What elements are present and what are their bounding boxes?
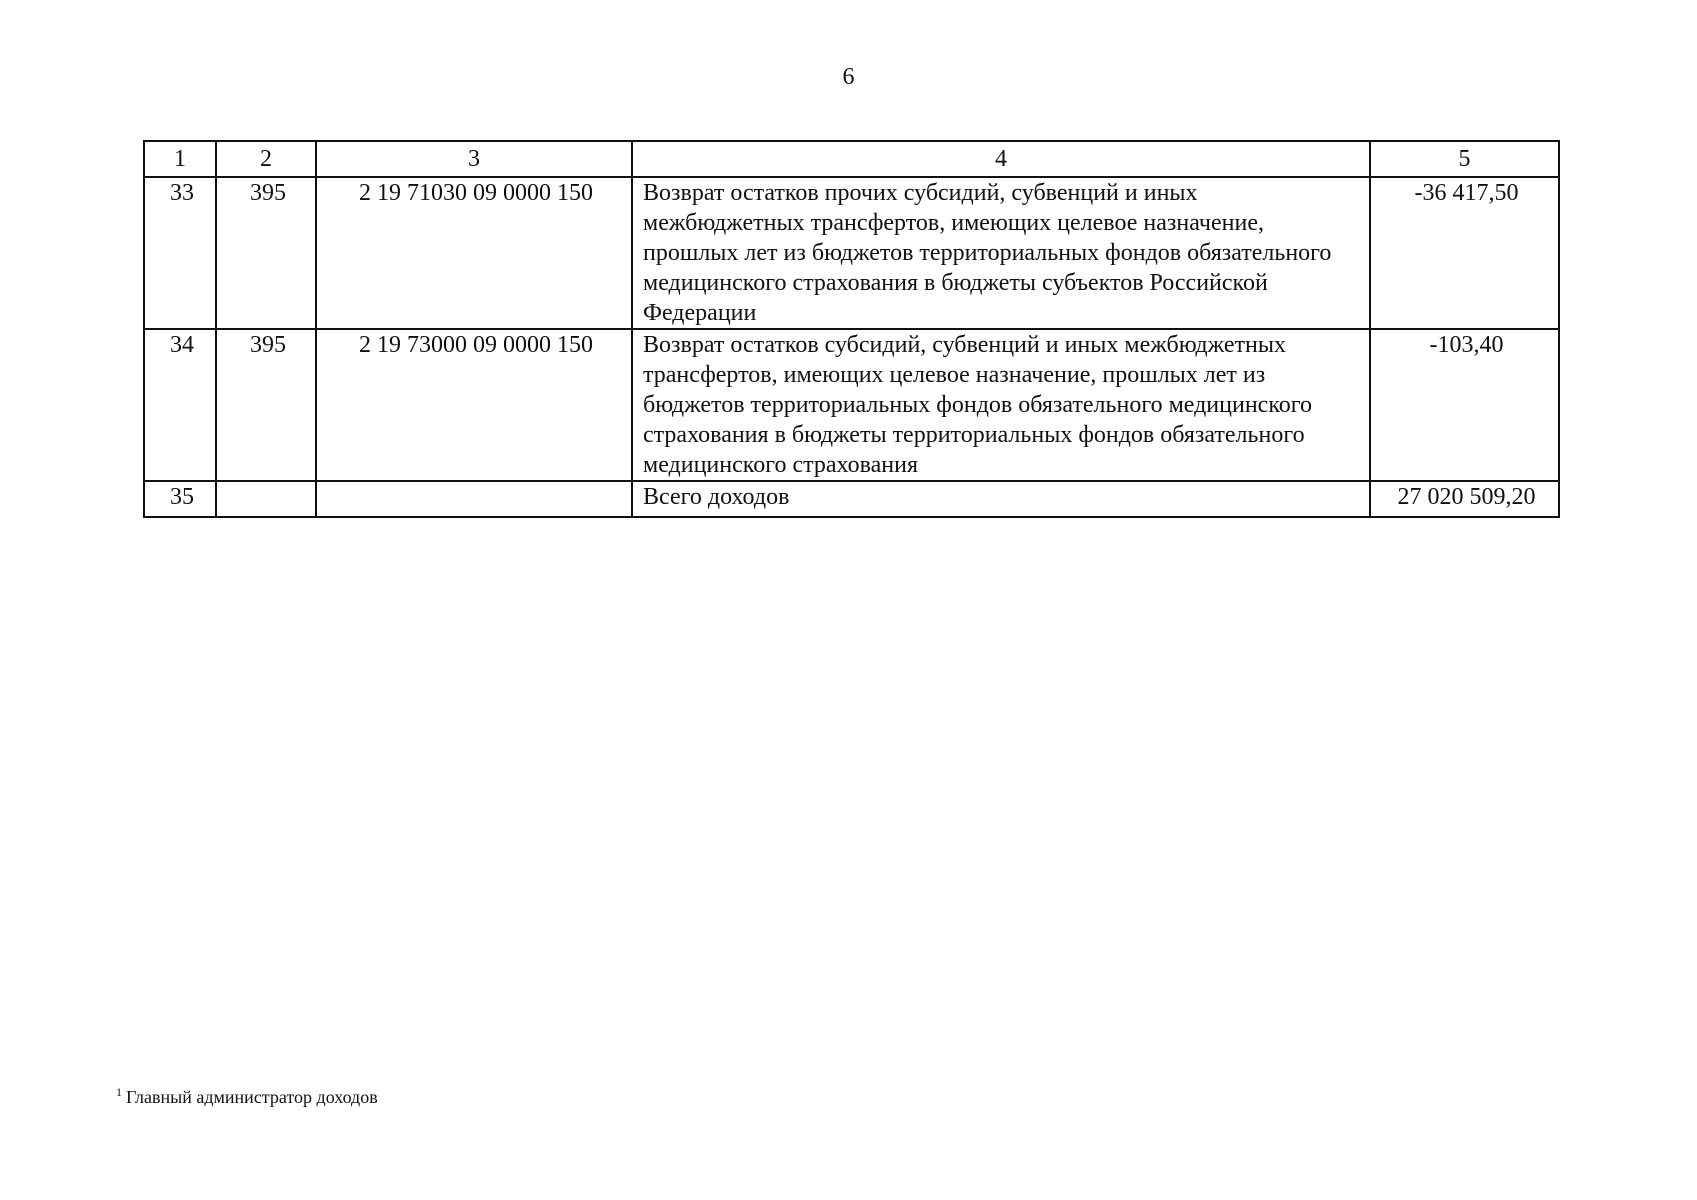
income-amount: -36 417,50 <box>1370 177 1559 329</box>
income-description: Возврат остатков субсидий, субвенций и иных межбюджетных трансфертов, имеющих целевое назначение, прошлых лет из бюджетов территориальных фондов обязательного медицинского страхования в бюджеты территориальных фондов обязательного медицинского страхования <box>632 329 1370 481</box>
admin-code: 395 <box>216 177 316 329</box>
admin-code: 395 <box>216 329 316 481</box>
column-header-5: 5 <box>1370 141 1559 177</box>
income-amount: -103,40 <box>1370 329 1559 481</box>
income-description: Возврат остатков прочих субсидий, субвенций и иных межбюджетных трансфертов, имеющих целевое назначение, прошлых лет из бюджетов территориальных фондов обязательного медицинского страхования в бюджеты субъектов Российской Федерации <box>632 177 1370 329</box>
row-number: 33 <box>144 177 216 329</box>
income-code: 2 19 71030 09 0000 150 <box>316 177 632 329</box>
column-header-2: 2 <box>216 141 316 177</box>
row-number: 34 <box>144 329 216 481</box>
table-row <box>144 177 1559 329</box>
total-row <box>144 481 1559 517</box>
total-amount: 27 020 509,20 <box>1370 481 1559 517</box>
column-header-1: 1 <box>144 141 216 177</box>
row-number: 35 <box>144 481 216 517</box>
table-header-row <box>144 141 1559 177</box>
footnote-text: Главный администратор доходов <box>126 1087 378 1107</box>
income-code <box>316 481 632 517</box>
admin-code <box>216 481 316 517</box>
page-number: 6 <box>842 64 855 90</box>
income-table <box>143 140 1560 518</box>
footnote <box>116 1085 378 1108</box>
column-header-4: 4 <box>632 141 1370 177</box>
total-label: Всего доходов <box>632 481 1370 517</box>
table-row <box>144 329 1559 481</box>
footnote-marker: 1 <box>116 1085 122 1099</box>
income-code: 2 19 73000 09 0000 150 <box>316 329 632 481</box>
column-header-3: 3 <box>316 141 632 177</box>
